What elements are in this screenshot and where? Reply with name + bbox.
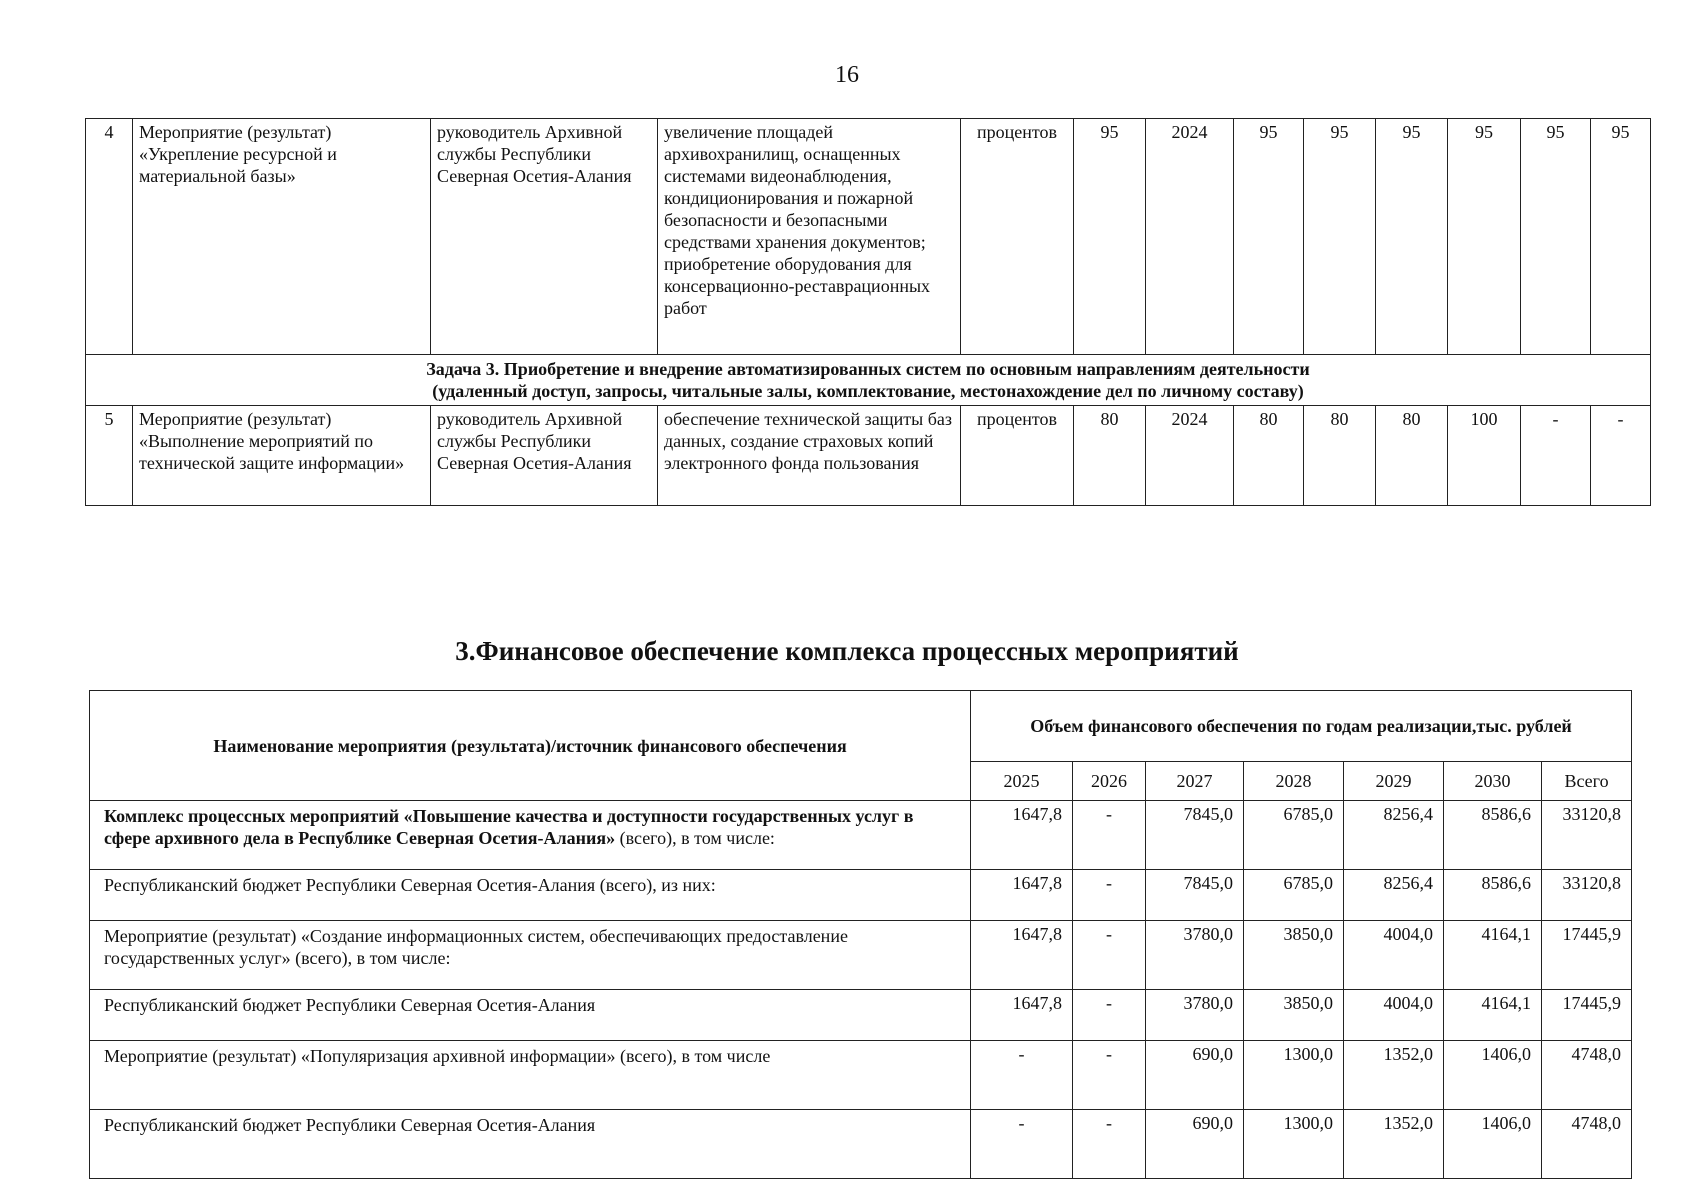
table-row xyxy=(90,870,1632,921)
responsible: руководитель Архивной службы Республики Северная Осетия-Алания xyxy=(431,119,658,355)
table-row xyxy=(90,1041,1632,1110)
page-number: 16 xyxy=(835,62,859,88)
value-cell: 3780,0 xyxy=(1146,990,1244,1041)
base-year: 2024 xyxy=(1146,119,1234,355)
row-name xyxy=(90,870,971,921)
base-year: 2024 xyxy=(1146,406,1234,506)
base-value: 95 xyxy=(1074,119,1146,355)
row-name-rest: Мероприятие (результат) «Создание информационных систем, обеспечивающих предоставление государственных услуг» (всего), в том числе: xyxy=(104,926,848,968)
value-cell: 7845,0 xyxy=(1146,801,1244,870)
value-cell: 80 xyxy=(1304,406,1376,506)
table-row xyxy=(90,921,1632,990)
table-row xyxy=(90,801,1632,870)
table-row xyxy=(86,119,1651,355)
value-cell: 80 xyxy=(1234,406,1304,506)
value-cell: 8256,4 xyxy=(1344,870,1444,921)
row-name xyxy=(90,921,971,990)
value-cell: - xyxy=(1073,1110,1146,1179)
year-header: 2026 xyxy=(1073,762,1146,801)
value-cell: 80 xyxy=(1376,406,1448,506)
value-cell: 6785,0 xyxy=(1244,801,1344,870)
value-cell: 4004,0 xyxy=(1344,921,1444,990)
value-cell: 95 xyxy=(1448,119,1521,355)
value-cell: - xyxy=(971,1041,1073,1110)
unit: процентов xyxy=(961,406,1074,506)
value-cell: - xyxy=(1521,406,1591,506)
value-cell: 3850,0 xyxy=(1244,990,1344,1041)
row-name-rest: (всего), в том числе: xyxy=(615,828,775,848)
table-row xyxy=(90,1110,1632,1179)
row-name xyxy=(90,990,971,1041)
value-cell: - xyxy=(1073,921,1146,990)
row-name xyxy=(90,801,971,870)
value-cell: 17445,9 xyxy=(1542,921,1632,990)
value-cell: 8256,4 xyxy=(1344,801,1444,870)
year-header: Всего xyxy=(1542,762,1632,801)
value-cell: 4748,0 xyxy=(1542,1041,1632,1110)
value-cell: 3850,0 xyxy=(1244,921,1344,990)
row-name-rest: Республиканский бюджет Республики Северная Осетия-Алания (всего), из них: xyxy=(104,875,716,895)
value-cell: 4748,0 xyxy=(1542,1110,1632,1179)
value-cell: - xyxy=(971,1110,1073,1179)
year-header: 2027 xyxy=(1146,762,1244,801)
year-header: 2029 xyxy=(1344,762,1444,801)
unit: процентов xyxy=(961,119,1074,355)
value-cell: 95 xyxy=(1521,119,1591,355)
value-cell: 33120,8 xyxy=(1542,801,1632,870)
value-cell: 100 xyxy=(1448,406,1521,506)
year-header: 2025 xyxy=(971,762,1073,801)
value-cell: 1647,8 xyxy=(971,870,1073,921)
value-cell: - xyxy=(1073,1041,1146,1110)
indicators-table xyxy=(85,118,1651,506)
row-name xyxy=(90,1041,971,1110)
value-cell: 690,0 xyxy=(1146,1110,1244,1179)
value-cell: 6785,0 xyxy=(1244,870,1344,921)
row-name-rest: Мероприятие (результат) «Популяризация архивной информации» (всего), в том числе xyxy=(104,1046,771,1066)
value-cell: 1352,0 xyxy=(1344,1041,1444,1110)
row-number: 4 xyxy=(86,119,133,355)
event-name: Мероприятие (результат) «Укрепление ресурсной и материальной базы» xyxy=(133,119,431,355)
responsible: руководитель Архивной службы Республики Северная Осетия-Алания xyxy=(431,406,658,506)
description: увеличение площадей архивохранилищ, оснащенных системами видеонаблюдения, кондиционирования и пожарной безопасности и безопасными средствами хранения документов; приобретение оборудования для консервационно-реставрационных работ xyxy=(658,119,961,355)
value-cell: 1300,0 xyxy=(1244,1041,1344,1110)
base-value: 80 xyxy=(1074,406,1146,506)
task-row xyxy=(86,355,1651,406)
value-cell: 7845,0 xyxy=(1146,870,1244,921)
year-header: 2030 xyxy=(1444,762,1542,801)
value-cell: 8586,6 xyxy=(1444,801,1542,870)
value-cell: 690,0 xyxy=(1146,1041,1244,1110)
row-number: 5 xyxy=(86,406,133,506)
value-cell: - xyxy=(1073,870,1146,921)
value-cell: 95 xyxy=(1376,119,1448,355)
row-name-rest: Республиканский бюджет Республики Северная Осетия-Алания xyxy=(104,995,596,1015)
value-cell: 1647,8 xyxy=(971,921,1073,990)
value-cell: 1352,0 xyxy=(1344,1110,1444,1179)
value-cell: - xyxy=(1073,990,1146,1041)
finance-table xyxy=(89,690,1632,1179)
value-cell: - xyxy=(1073,801,1146,870)
section-title: 3.Финансовое обеспечение комплекса процессных мероприятий xyxy=(455,636,1239,666)
value-cell: 33120,8 xyxy=(1542,870,1632,921)
event-name: Мероприятие (результат) «Выполнение мероприятий по технической защите информации» xyxy=(133,406,431,506)
value-cell: 4164,1 xyxy=(1444,990,1542,1041)
table-row xyxy=(90,990,1632,1041)
finance-header-row xyxy=(90,691,1632,762)
value-cell: 17445,9 xyxy=(1542,990,1632,1041)
row-name xyxy=(90,1110,971,1179)
row-name-rest: Республиканский бюджет Республики Северная Осетия-Алания xyxy=(104,1115,596,1135)
value-cell: 95 xyxy=(1591,119,1651,355)
task-heading-line1: Задача 3. Приобретение и внедрение автоматизированных систем по основным направлениям деятельности xyxy=(426,359,1310,379)
value-cell: 1406,0 xyxy=(1444,1041,1542,1110)
value-cell: 1647,8 xyxy=(971,801,1073,870)
task-heading xyxy=(86,355,1651,406)
value-cell: 95 xyxy=(1234,119,1304,355)
value-cell: 1300,0 xyxy=(1244,1110,1344,1179)
value-cell: 4004,0 xyxy=(1344,990,1444,1041)
value-cell: 95 xyxy=(1304,119,1376,355)
value-cell: 4164,1 xyxy=(1444,921,1542,990)
value-cell: - xyxy=(1591,406,1651,506)
year-header: 2028 xyxy=(1244,762,1344,801)
header-volume: Объем финансового обеспечения по годам реализации,тыс. рублей xyxy=(971,691,1632,762)
value-cell: 3780,0 xyxy=(1146,921,1244,990)
header-name: Наименование мероприятия (результата)/источник финансового обеспечения xyxy=(90,691,971,801)
value-cell: 1406,0 xyxy=(1444,1110,1542,1179)
task-heading-line2: (удаленный доступ, запросы, читальные залы, комплектование, местонахождение дел по личному составу) xyxy=(432,381,1304,401)
row-name-bold: Комплекс процессных мероприятий «Повышение качества и доступности государственных услуг в сфере архивного дела в Республике Северная Осетия-Алания» xyxy=(104,806,914,848)
value-cell: 1647,8 xyxy=(971,990,1073,1041)
description: обеспечение технической защиты баз данных, создание страховых копий электронного фонда пользования xyxy=(658,406,961,506)
value-cell: 8586,6 xyxy=(1444,870,1542,921)
table-row xyxy=(86,406,1651,506)
